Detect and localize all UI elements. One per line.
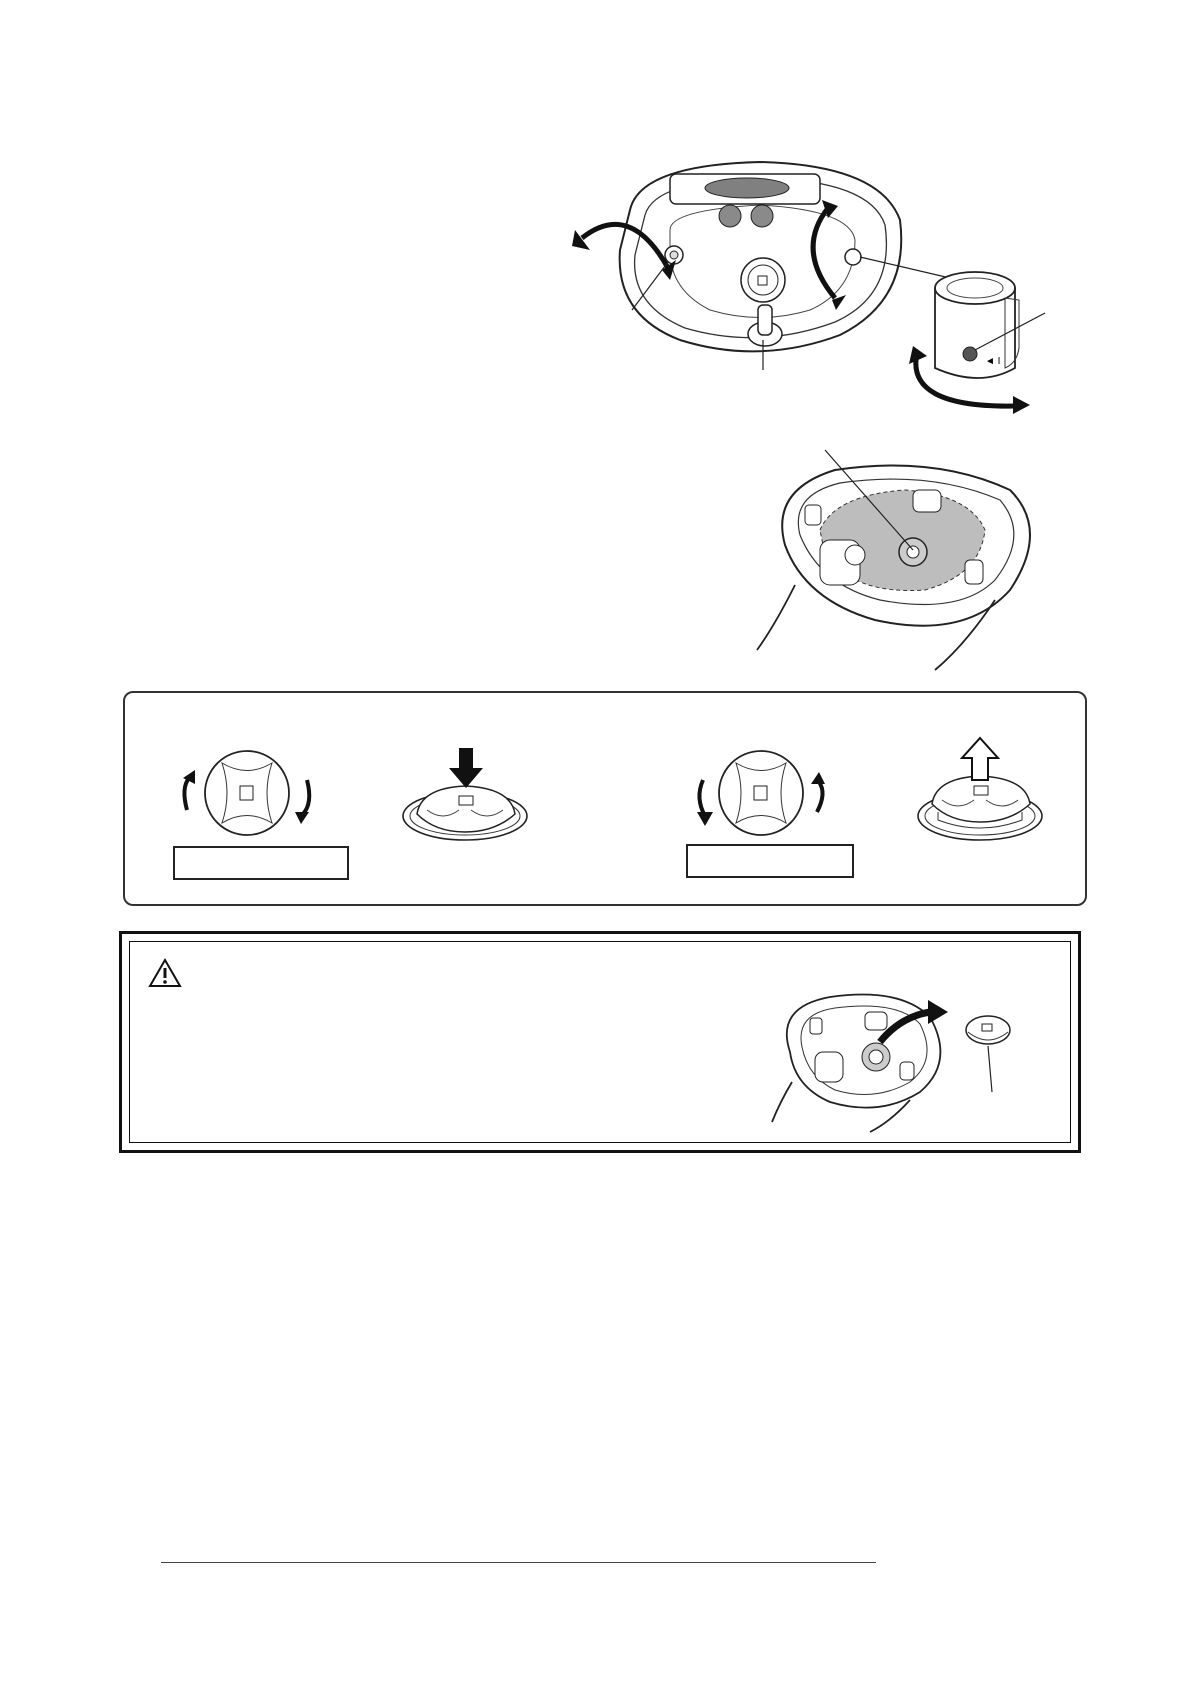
footer-rule xyxy=(161,1562,876,1563)
warning-triangle-icon xyxy=(148,958,182,988)
cap-removal-figure xyxy=(770,982,1030,1142)
knob-axis-mark: ◄ I xyxy=(985,356,1001,367)
warning-box xyxy=(119,931,1081,1153)
cap-rotate-clockwise xyxy=(177,748,317,848)
cap-rotate-counterclockwise xyxy=(691,748,831,848)
top-view-figure xyxy=(610,150,910,380)
remove-label-box xyxy=(686,844,854,878)
cap-push-down xyxy=(403,748,533,848)
procedure-panel xyxy=(123,691,1087,906)
open-tank-figure xyxy=(765,450,1035,675)
cap-lift-up xyxy=(918,738,1048,848)
knob-detail-figure xyxy=(905,268,1055,428)
install-label-box xyxy=(173,846,349,880)
warning-inner-frame xyxy=(129,941,1071,1143)
